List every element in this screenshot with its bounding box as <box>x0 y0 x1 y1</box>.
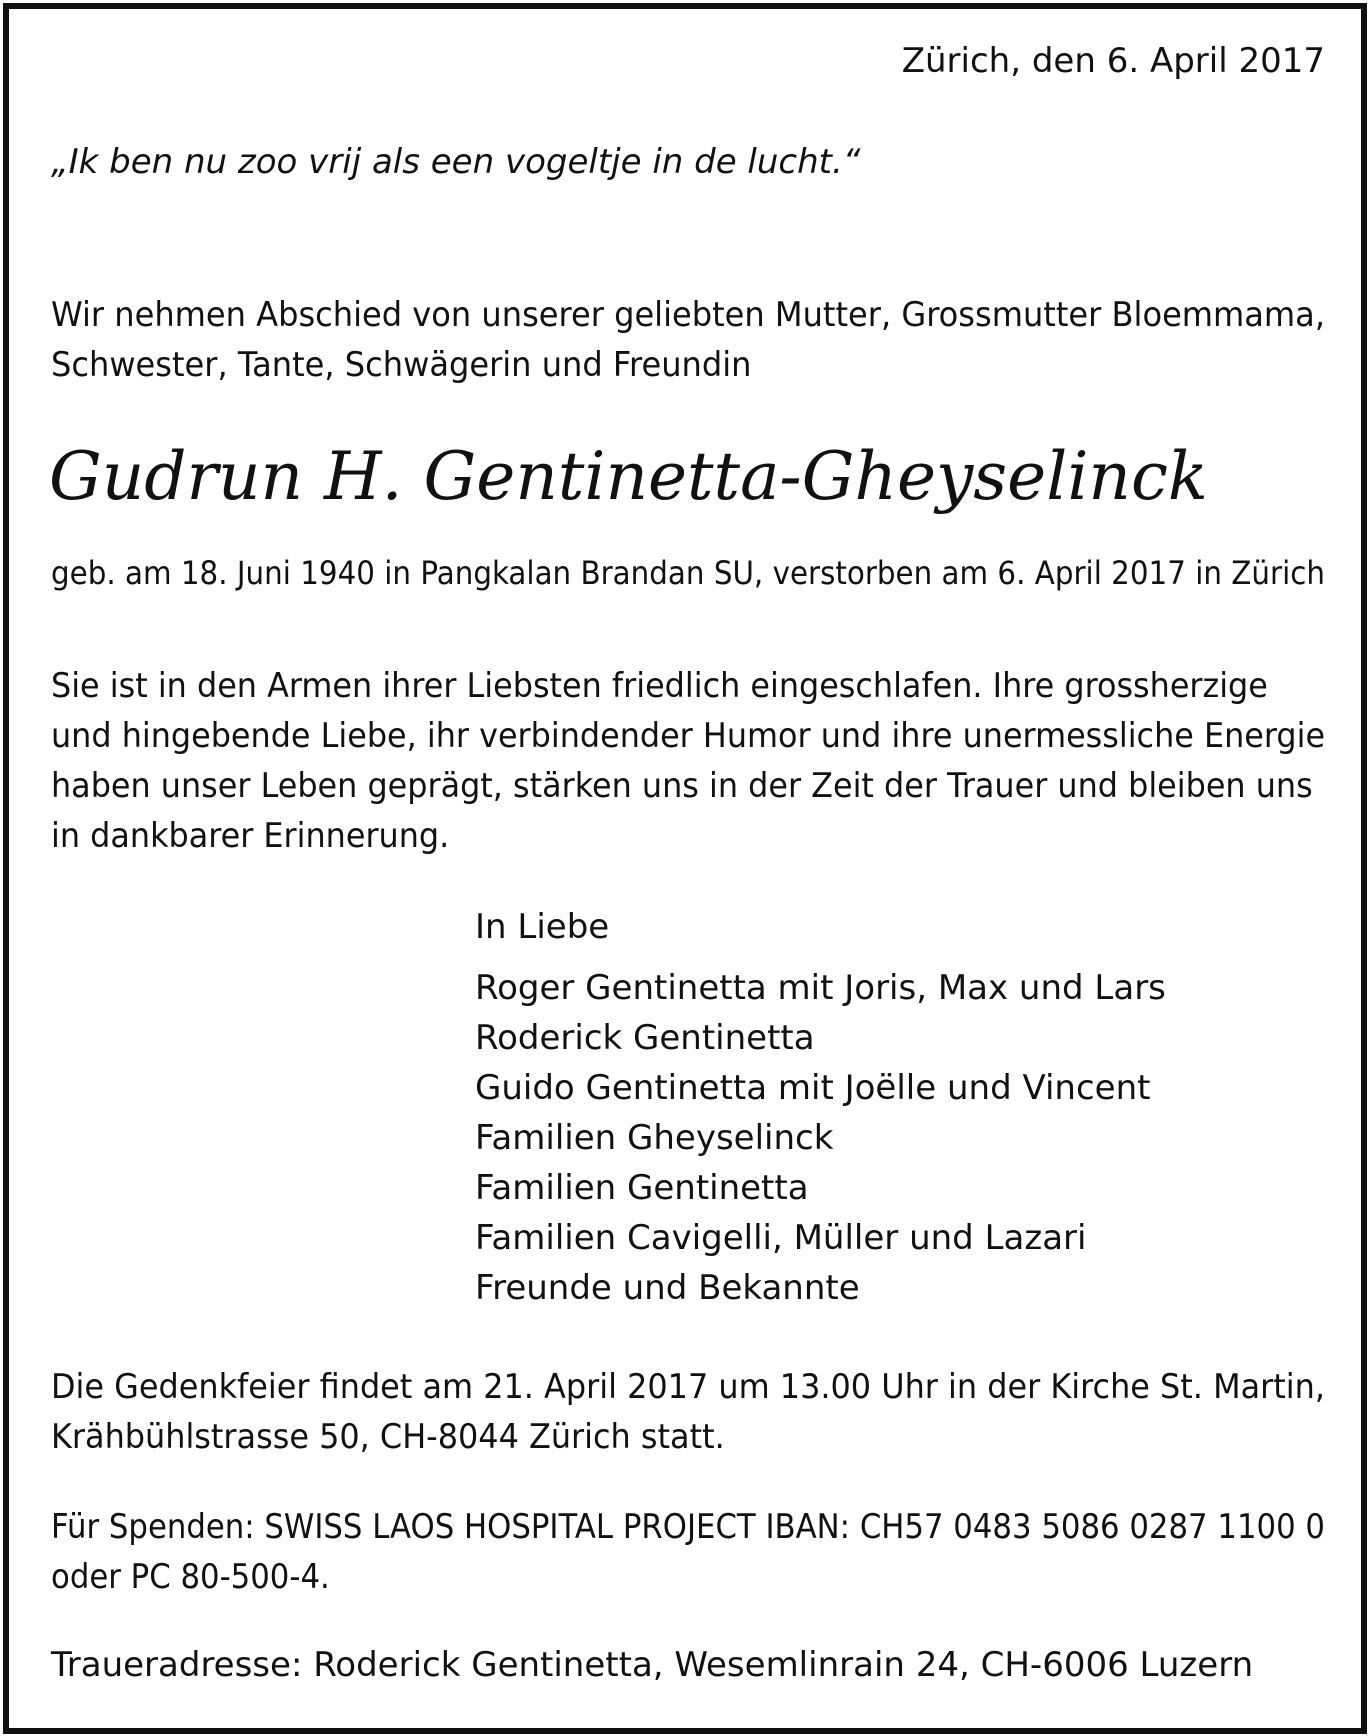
tribute-line: und hingebende Liebe, ihr verbindender Humor und ihre unermessliche Energie <box>51 716 1326 756</box>
signer: Familien Cavigelli, Müller und Lazari <box>475 1218 1087 1258</box>
deceased-name: Gudrun H. Gentinetta-Gheyselinck <box>49 438 1208 515</box>
tribute-line: haben unser Leben geprägt, stärken uns in der Zeit der Trauer und bleiben uns <box>51 766 1313 806</box>
signer: Familien Gheyselinck <box>475 1118 834 1158</box>
life-dates: geb. am 18. Juni 1940 in Pangkalan Brandan SU, verstorben am 6. April 2017 in Zürich <box>51 554 1325 592</box>
ceremony-line: Krähbühlstrasse 50, CH-8044 Zürich statt. <box>51 1417 725 1457</box>
donation-line: Für Spenden: SWISS LAOS HOSPITAL PROJECT IBAN: CH57 0483 5086 0287 1100 0 <box>51 1507 1326 1547</box>
ceremony-line: Die Gedenkfeier findet am 21. April 2017 um 13.00 Uhr in der Kirche St. Martin, <box>51 1367 1325 1407</box>
intro-line: Schwester, Tante, Schwägerin und Freundin <box>51 345 752 385</box>
tribute-line: in dankbarer Erinnerung. <box>51 816 450 856</box>
signers-list <box>475 963 1166 1313</box>
intro-paragraph <box>51 290 1325 390</box>
signer: Roderick Gentinetta <box>475 1018 815 1058</box>
mourning-address: Traueradresse: Roderick Gentinetta, Wesemlinrain 24, CH-6006 Luzern <box>51 1645 1254 1685</box>
intro-line: Wir nehmen Abschied von unserer geliebten Mutter, Grossmutter Bloemmama, <box>51 295 1326 335</box>
quote: „Ik ben nu zoo vrij als een vogeltje in de lucht.“ <box>51 142 861 182</box>
notice-border <box>3 3 1367 1734</box>
closing-phrase: In Liebe <box>475 907 610 947</box>
donation-line: oder PC 80-500-4. <box>51 1557 330 1597</box>
tribute-line: Sie ist in den Armen ihrer Liebsten friedlich eingeschlafen. Ihre grossherzige <box>51 666 1268 706</box>
donation-info <box>51 1502 1325 1602</box>
signer: Freunde und Bekannte <box>475 1268 860 1308</box>
signer: Familien Gentinetta <box>475 1168 809 1208</box>
date-line: Zürich, den 6. April 2017 <box>901 41 1325 81</box>
signer: Guido Gentinetta mit Joëlle und Vincent <box>475 1068 1151 1108</box>
tribute-paragraph <box>51 661 1325 861</box>
ceremony-info <box>51 1362 1325 1462</box>
signer: Roger Gentinetta mit Joris, Max und Lars <box>475 968 1166 1008</box>
